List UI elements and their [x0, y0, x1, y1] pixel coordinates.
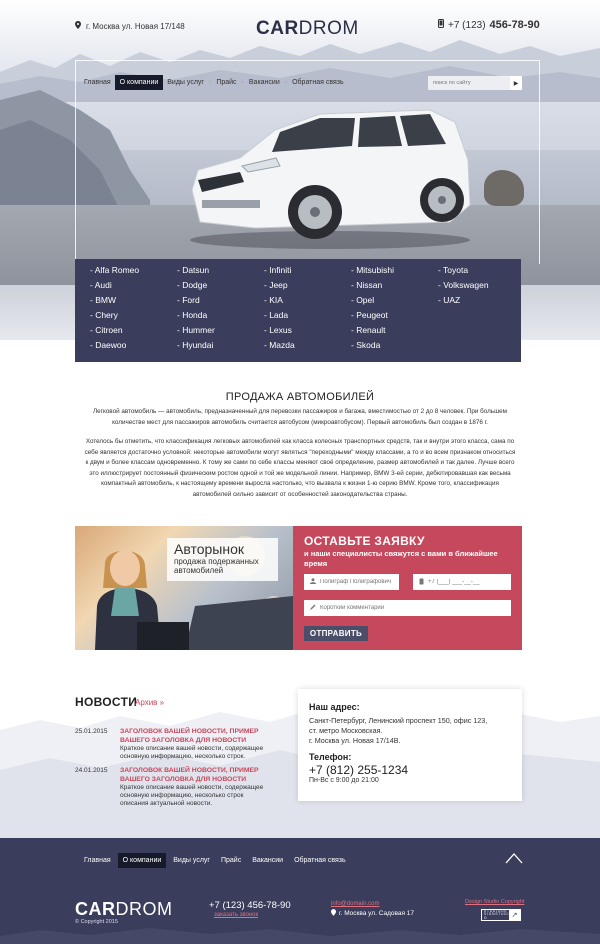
phone-icon: [419, 578, 424, 587]
footer-nav-services[interactable]: Виды услуг: [173, 857, 210, 864]
contacts-phone[interactable]: +7 (812) 255-1234: [309, 763, 409, 777]
footer-nav-about[interactable]: О компании: [118, 853, 167, 868]
main-nav: [80, 75, 348, 90]
nav-item-feedback[interactable]: Обратная связь: [292, 79, 344, 86]
brand-link[interactable]: - Mazda: [264, 340, 295, 350]
nav-item-about[interactable]: О компании: [115, 75, 164, 90]
studio-badge-text: S T U D I O D E S I G N S T U D I O: [484, 908, 509, 920]
location-pin-icon: [331, 909, 336, 918]
brand-link[interactable]: - Hummer: [177, 325, 215, 335]
scroll-up-icon[interactable]: [505, 852, 523, 864]
brand-link[interactable]: - Daewoo: [90, 340, 127, 350]
nav-separator: ·: [284, 79, 288, 86]
phone-prefix: +7 (123): [448, 19, 486, 31]
news-description: Краткое описание вашей новости, содержащее основную информацию, несколько строк.: [120, 745, 264, 760]
header-address: [75, 21, 185, 31]
footer-email[interactable]: info@domain.com: [331, 901, 380, 907]
name-input[interactable]: [320, 579, 399, 585]
brand-link[interactable]: - Jeep: [264, 280, 288, 290]
comment-field[interactable]: [304, 600, 511, 616]
name-field[interactable]: [304, 574, 399, 590]
brand-link[interactable]: - Skoda: [351, 340, 381, 350]
studio-badge[interactable]: [481, 909, 521, 921]
copyright: © Copyright 2015: [75, 919, 118, 925]
footer-address: [331, 909, 414, 918]
footer-nav-vacancies[interactable]: Вакансии: [252, 857, 284, 864]
news-headline[interactable]: ЗАГОЛОВОК ВАШЕЙ НОВОСТИ, ПРИМЕР ВАШЕГО ЗАГОЛОВКА ДЛЯ НОВОСТИ: [120, 728, 259, 744]
promo-label: [167, 538, 278, 581]
footer-address-text: г. Москва ул. Садовая 17: [339, 910, 415, 917]
logo-bold: CAR: [256, 18, 299, 39]
brand-link[interactable]: - Mitsubishi: [351, 265, 394, 275]
working-hours: Пн-Вс с 9:00 до 21:00: [309, 777, 379, 784]
address-title: Наш адрес:: [309, 702, 360, 712]
promo-title: Авторынок: [174, 541, 244, 557]
developer-link[interactable]: Design Studio Copyright: [465, 899, 525, 905]
brand-link[interactable]: - Dodge: [177, 280, 208, 290]
brand-link[interactable]: - Volkswagen: [438, 280, 489, 290]
nav-item-services[interactable]: Виды услуг: [167, 79, 204, 86]
footer-logo[interactable]: [75, 899, 173, 920]
brand-link[interactable]: - Infiniti: [264, 265, 292, 275]
footer-phone[interactable]: +7 (123) 456-78-90: [209, 900, 291, 911]
brand-link[interactable]: - Hyundai: [177, 340, 214, 350]
news-headline[interactable]: ЗАГОЛОВОК ВАШЕЙ НОВОСТИ, ПРИМЕР ВАШЕГО ЗАГОЛОВКА ДЛЯ НОВОСТИ: [120, 767, 259, 783]
promo-subtitle: продажа подержанных автомобилей: [174, 557, 259, 575]
about-paragraph-1: Легковой автомобиль — автомобиль, предназначенный для перевозки пассажиров и багажа, вместимостью от 2 до 8 человек. При большем количестве мест для пассажиров автомобиль считается автобусом (микроавтобусом). Первый автомобиль был создан в 1876 г.: [93, 408, 507, 426]
brand-link[interactable]: - Audi: [90, 280, 112, 290]
comment-input[interactable]: [320, 605, 511, 611]
nav-item-home[interactable]: Главная: [84, 79, 111, 86]
footer-mountains: [0, 926, 600, 944]
brand-link[interactable]: - Honda: [177, 310, 208, 320]
news-date: 24.01.2015: [75, 767, 108, 774]
phone-field[interactable]: [413, 574, 511, 590]
brand-link[interactable]: - BMW: [90, 295, 116, 305]
address-line: г. Москва ул. Новая 17/14В.: [309, 736, 401, 745]
contacts-card: [298, 689, 522, 801]
nav-separator: ·: [241, 79, 244, 86]
brand-link[interactable]: - Datsun: [177, 265, 210, 275]
brand-link[interactable]: - KIA: [264, 295, 283, 305]
footer-nav-price[interactable]: Прайс: [220, 857, 242, 864]
play-arrow-icon: ▶: [513, 80, 519, 87]
footer-logo-bold: CAR: [75, 899, 116, 919]
pencil-icon: [310, 604, 316, 612]
brand-link[interactable]: - Toyota: [438, 265, 469, 275]
brand-link[interactable]: - Ford: [177, 295, 200, 305]
brand-link[interactable]: - Lexus: [264, 325, 292, 335]
header-address-text: г. Москва ул. Новая 17/148: [86, 21, 185, 31]
brand-link[interactable]: - Opel: [351, 295, 375, 305]
news-item: [75, 728, 285, 762]
logo[interactable]: [256, 18, 359, 40]
location-pin-icon: [75, 21, 81, 31]
news-archive-link[interactable]: Архив »: [135, 698, 165, 707]
phone-title: Телефон:: [309, 752, 352, 762]
news-item: [75, 767, 285, 807]
brand-link[interactable]: - Lada: [264, 310, 289, 320]
about-paragraph-2: Хотелось бы отметить, что классификация легковых автомобилей как класса колесных транспортных средств, так и внутри этого класса, сама по себе является достаточно условной: некоторые автомобили могут являться "переходными" между классами, а то и во всем признаком относиться к двум и более классам одновременно. К тому же сами по себе классы меняют своё определение, размер автомобилей и так далее. Лучше всего это иллюстрирует постоянный физическим ростом одной и той же модельной линии. Например, BMW 3-ей серии, дебютировавшая как весьма компактный автомобиль, к настоящему времени выросла настолько, что вызвала к жизни 1-ю серию BMW. Кроме того, классификация автомобилей сильно зависит от особенностей законодательства страны.: [84, 438, 516, 498]
form-subtitle: и наши специалисты свяжутся с вами в ближайшее время: [304, 549, 498, 568]
about-title: ПРОДАЖА АВТОМОБИЛЕЙ: [225, 391, 375, 403]
header-phone[interactable]: [438, 19, 540, 31]
phone-input[interactable]: [428, 579, 511, 585]
brand-link[interactable]: - Alfa Romeo: [90, 265, 140, 275]
footer-nav: [80, 853, 353, 868]
brand-link[interactable]: - Chery: [90, 310, 118, 320]
brand-link[interactable]: - Nissan: [351, 280, 383, 290]
brand-link[interactable]: - UAZ: [438, 295, 461, 305]
form-title: ОСТАВЬТЕ ЗАЯВКУ: [304, 534, 425, 548]
footer-logo-light: DROM: [115, 899, 173, 919]
nav-separator: ·: [208, 79, 212, 86]
nav-item-vacancies[interactable]: Вакансии: [248, 79, 280, 86]
footer: [0, 838, 600, 944]
footer-nav-feedback[interactable]: Обратная связь: [294, 857, 346, 864]
user-icon: [310, 578, 316, 586]
brand-link[interactable]: - Peugeot: [351, 310, 388, 320]
callback-link[interactable]: заказать звонок: [214, 912, 259, 918]
submit-button[interactable]: ОТПРАВИТЬ: [304, 626, 368, 641]
news-date: 25.01.2015: [75, 728, 108, 735]
phone-number: 456-78-90: [489, 19, 540, 31]
nav-item-price[interactable]: Прайс: [216, 79, 237, 86]
news-description: Краткое описание вашей новости, содержащее основную информацию, несколько строк описания актуальной новости.: [120, 784, 264, 807]
brand-link[interactable]: - Citroen: [90, 325, 123, 335]
address-line: ст. метро Московская.: [309, 726, 383, 735]
phone-icon: [438, 19, 444, 31]
logo-light: DROM: [298, 18, 359, 39]
address-line: Санкт-Петербург, Ленинский проспект 150, офис 123,: [309, 716, 488, 725]
brands-list: [75, 259, 521, 362]
search-box: [428, 76, 522, 90]
arrow-icon: ↗: [509, 910, 520, 920]
footer-nav-home[interactable]: Главная: [84, 857, 111, 864]
brand-link[interactable]: - Renault: [351, 325, 386, 335]
search-submit-button[interactable]: [510, 76, 522, 90]
search-input[interactable]: [428, 76, 510, 90]
news-title: НОВОСТИ: [75, 695, 138, 709]
hero-frame: [75, 60, 540, 264]
